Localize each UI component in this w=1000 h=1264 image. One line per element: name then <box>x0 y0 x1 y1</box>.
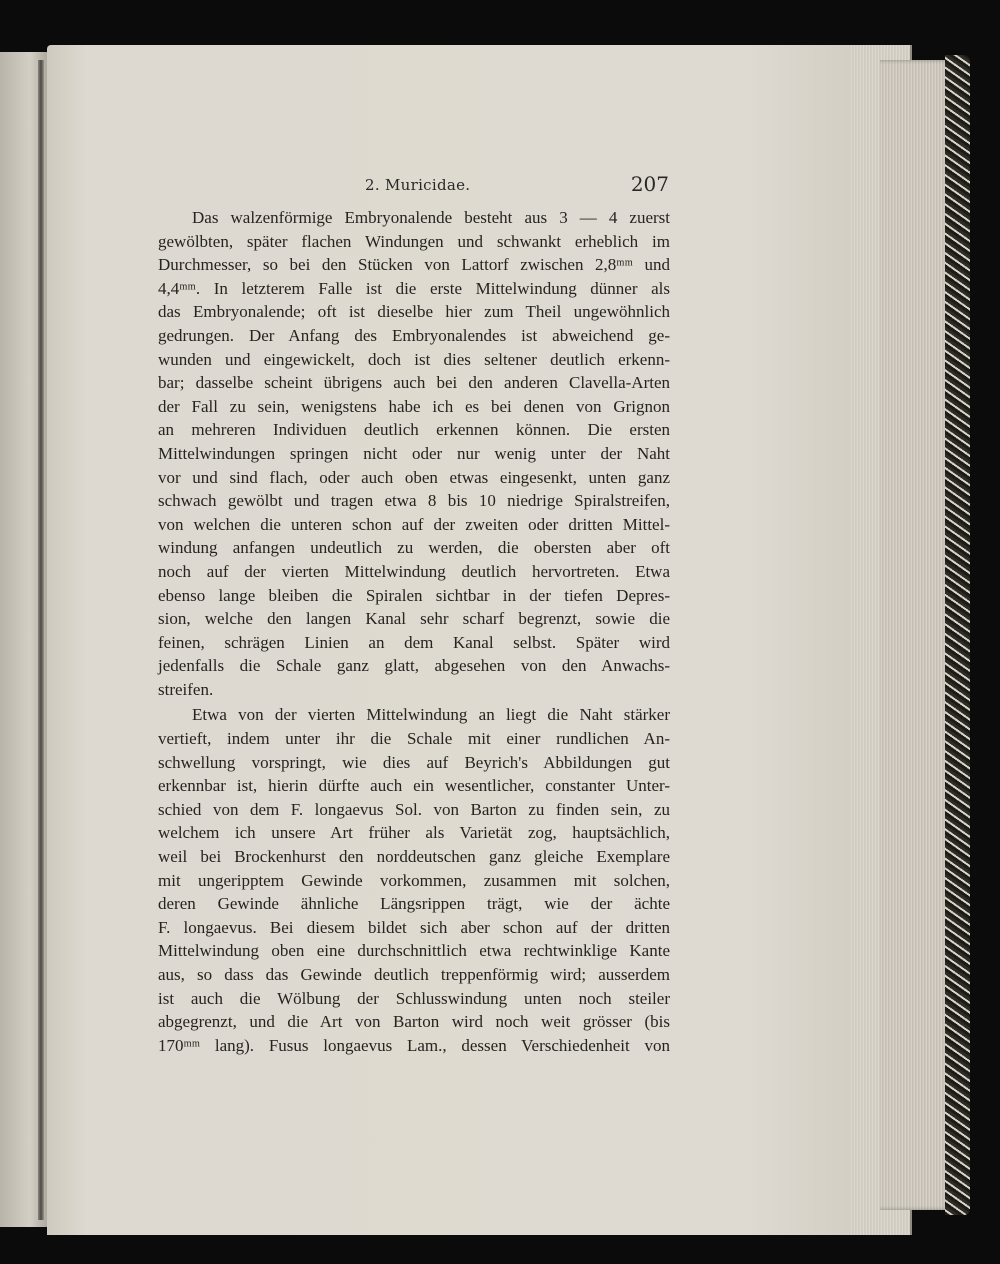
text-line: ist auch die Wölbung der Schlusswindung unten noch steiler <box>158 988 670 1008</box>
text-line: 170ᵐᵐ lang). Fusus longaevus Lam., dessen Verschiedenheit von <box>158 1035 670 1055</box>
text-line: welchem ich unsere Art früher als Varietät zog, hauptsächlich, <box>158 823 670 843</box>
page-number: 207 <box>630 172 669 196</box>
text-line: jedenfalls die Schale ganz glatt, abgesehen von den Anwachs- <box>158 656 670 676</box>
marbled-cover-edge <box>945 55 970 1215</box>
text-line: streifen. <box>158 679 214 699</box>
text-line: deren Gewinde ähnliche Längsrippen trägt, wie der ächte <box>158 894 670 914</box>
book-gutter <box>38 60 44 1220</box>
text-line: Das walzenförmige Embryonalende besteht aus 3 — 4 zuerst <box>192 208 670 227</box>
text-line: wunden und eingewickelt, doch ist dies seltener deutlich erkenn- <box>158 349 670 369</box>
text-line: feinen, schrägen Linien an dem Kanal selbst. Später wird <box>158 632 670 652</box>
text-line: 4,4ᵐᵐ. In letzterem Falle ist die erste Mittelwindung dünner als <box>158 278 670 298</box>
text-line: erkennbar ist, hierin dürfte auch ein wesentlicher, constanter Unter- <box>158 776 670 796</box>
text-line: weil bei Brockenhurst den norddeutschen ganz gleiche Exemplare <box>158 847 670 867</box>
text-line: aus, so dass das Gewinde deutlich treppenförmig wird; ausserdem <box>158 965 670 984</box>
text-line: Etwa von der vierten Mittelwindung an liegt die Naht stärker <box>192 705 670 725</box>
text-line: abgegrenzt, und die Art von Barton wird noch weit grösser (bis <box>158 1012 670 1032</box>
body-text <box>158 206 670 1057</box>
text-line: das Embryonalende; oft ist dieselbe hier zum Theil ungewöhnlich <box>158 302 670 322</box>
text-line: Durchmesser, so bei den Stücken von Lattorf zwischen 2,8ᵐᵐ und <box>158 255 670 275</box>
page-stack-edges-shadow <box>880 60 950 1210</box>
text-line: bar; dasselbe scheint übrigens auch bei den anderen Clavella-Arten <box>158 373 670 393</box>
text-line: von welchen die unteren schon auf der zweiten oder dritten Mittel- <box>158 514 670 534</box>
text-line: F. longaevus. Bei diesem bildet sich aber schon auf der dritten <box>158 917 670 937</box>
text-line: gedrungen. Der Anfang des Embryonalendes ist abweichend ge- <box>158 325 670 345</box>
text-line: der Fall zu sein, wenigstens habe ich es bei denen von Grignon <box>158 396 670 416</box>
text-line: schwach gewölbt und tragen etwa 8 bis 10 niedrige Spiralstreifen, <box>158 491 670 511</box>
text-line: ebenso lange bleiben die Spiralen sichtbar in der tiefen Depres- <box>158 585 670 605</box>
text-line: schwellung vorspringt, wie dies auf Beyrich's Abbildungen gut <box>158 752 670 772</box>
text-line: vertieft, indem unter ihr die Schale mit einer rundlichen An- <box>158 729 670 749</box>
running-head: 2. Muricidae. <box>365 176 471 194</box>
text-line: Mittelwindung oben eine durchschnittlich etwa rechtwinklige Kante <box>158 941 670 961</box>
text-line: noch auf der vierten Mittelwindung deutlich hervortreten. Etwa <box>158 561 670 581</box>
text-line: gewölbten, später flachen Windungen und schwankt erheblich im <box>158 231 670 251</box>
text-line: windung anfangen undeutlich zu werden, die obersten aber oft <box>158 538 670 558</box>
text-line: mit ungeripptem Gewinde vorkommen, zusammen mit solchen, <box>158 870 670 890</box>
text-line: vor und sind flach, oder auch oben etwas eingesenkt, unten ganz <box>158 467 670 487</box>
text-line: Mittelwindungen springen nicht oder nur wenig unter der Naht <box>158 443 670 463</box>
text-line: sion, welche den langen Kanal sehr scharf begrenzt, sowie die <box>158 609 670 629</box>
page-header <box>365 172 669 198</box>
text-line: schied von dem F. longaevus Sol. von Barton zu finden sein, zu <box>158 799 670 819</box>
text-line: an mehreren Individuen deutlich erkennen können. Die ersten <box>158 420 670 440</box>
